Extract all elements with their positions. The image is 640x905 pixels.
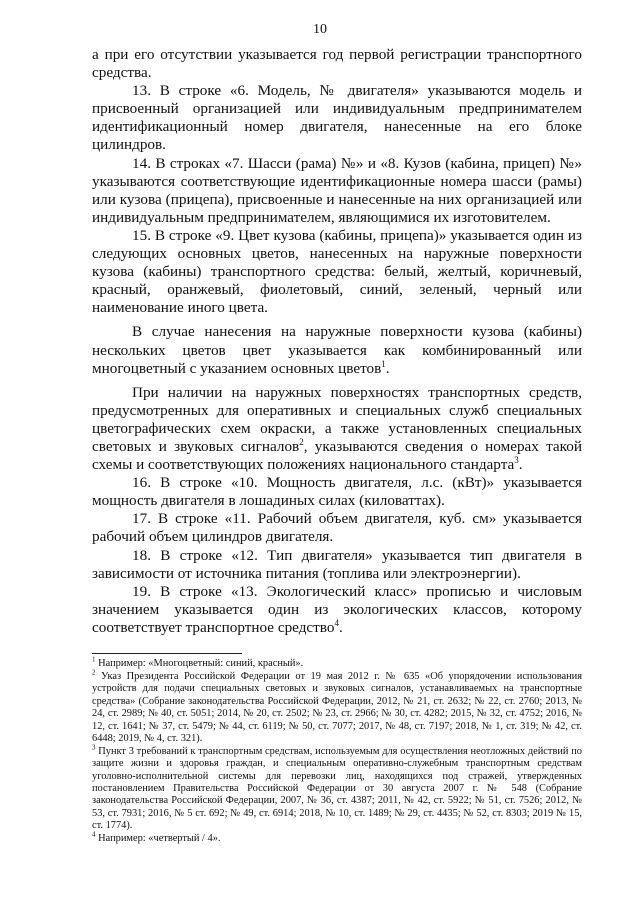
footnote: $^4$ Например: «четвертый / 4». [92,830,221,845]
paragraph: 13. В строке «6. Модель, № двигателя» указываются модель и присвоенный организацией или индивидуальным предпринимателем идентификационный номер двигателя, нанесенные на его блоке цилиндров. [92,82,582,154]
footnote-ref: 2 [299,436,304,447]
footnote: $^1$ Например: «Многоцветный: синий, красный». [92,655,304,669]
main-text [92,46,582,637]
paragraph: 18. В строке «12. Тип двигателя» указывается тип двигателя в зависимости от источника питания (топлива или электроэнергии). [92,546,582,582]
footnote-mark: 4 [92,830,96,839]
paragraph: 16. В строке «10. Мощность двигателя, л.с. (кВт)» указывается мощность двигателя в лошадиных силах (киловаттах). [92,474,582,510]
footnote: $^2$ Указ Президента Российской Федерации от 19 мая 2012 г. № 635 «Об упорядочении использования устройств для подачи специальных световых и звуковых сигналов, устанавливаемых на транспортные средства» (Собрание законодательства Российской Федерации, 2012, № 21, ст. 2632; № 22, ст. 2760; 2013, № 24, ст. 2989; № 40, ст. 5051; 2014, № 20, ст. 2502; № 23, ст. 2966; № 30, ст. 4282; 2015, № 32, ст. 4752; 2016, № 12, ст. 1641; № 37, ст. 5479; № 44, ст. 6119; № 50, ст. 7077; 2017, № 48, ст. 7197; 2018, № 1, ст. 319; № 42, ст. 6448; 2019, № 4, ст. 321). [92,668,582,744]
footnotes [92,655,582,846]
footnote-ref: 1 [381,358,386,369]
footnote-mark: 3 [92,743,96,752]
paragraph: а при его отсутствии указывается год первой регистрации транспортного средства. [92,46,582,82]
paragraph: 15. В строке «9. Цвет кузова (кабины, прицепа)» указывается один из следующих основных цветов, нанесенных на наружные поверхности кузова (кабины) транспортного средства: белый, желтый, коричневый, красный, оранжевый, фиолетовый, синий, зеленый, черный или наименование иного цвета. [92,226,582,317]
footnote-ref: 4 [334,617,339,628]
paragraph: В случае нанесения на наружные поверхности кузова (кабины) нескольких цветов цвет указывается как комбинированный или многоцветный с указанием основных цветов$^1$. [92,323,582,377]
footnote-separator [92,653,242,654]
footnote: $^3$ Пункт 3 требований к транспортным средствам, используемым для осуществления неотложных действий по защите жизни и здоровья граждан, и специальным оперативно-служебным транспортным средствам уголовно-исполнительной системы для перевозки лиц, находящихся под стражей, утвержденных постановлением Правительства Российской Федерации от 30 августа 2007 г. № 548 (Собрание законодательства Российской Федерации, 2007, № 36, ст. 4387; 2011, № 42, ст. 5922; № 51, ст. 7526; 2012, № 53, ст. 7931; 2016, № 5 ст. 692; № 49, ст. 6914; 2018, № 10, ст. 1489; № 29, ст. 4435; № 52, ст. 8303; 2019 № 15, ст. 1774). [92,743,582,832]
paragraph: 19. В строке «13. Экологический класс» прописью и числовым значением указывается один из экологических классов, которому соответствует транспортное средство$^4$. [92,582,582,636]
page-number: 10 [313,22,327,37]
footnote-mark: 1 [92,655,96,664]
paragraph: 17. В строке «11. Рабочий объем двигателя, куб. см» указывается рабочий объем цилиндров двигателя. [92,510,582,546]
footnote-mark: 2 [92,668,96,677]
paragraph: 14. В строках «7. Шасси (рама) №» и «8. Кузов (кабина, прицеп) №» указываются соответствующие идентификационные номера шасси (рамы) или кузова (прицепа), присвоенные и нанесенные на них организацией или индивидуальным предпринимателем, являющимися их изготовителем. [92,154,582,226]
footnote-ref: 3 [514,455,519,465]
paragraph: При наличии на наружных поверхностях транспортных средств, предусмотренных для оперативных и специальных служб специальных цветографических схем окраски, а также установленных специальных световых и звуковых сигналов$^2$, указываются сведения о номерах такой схемы и соответствующих положениях национального стандарта$^3$. [92,383,582,474]
